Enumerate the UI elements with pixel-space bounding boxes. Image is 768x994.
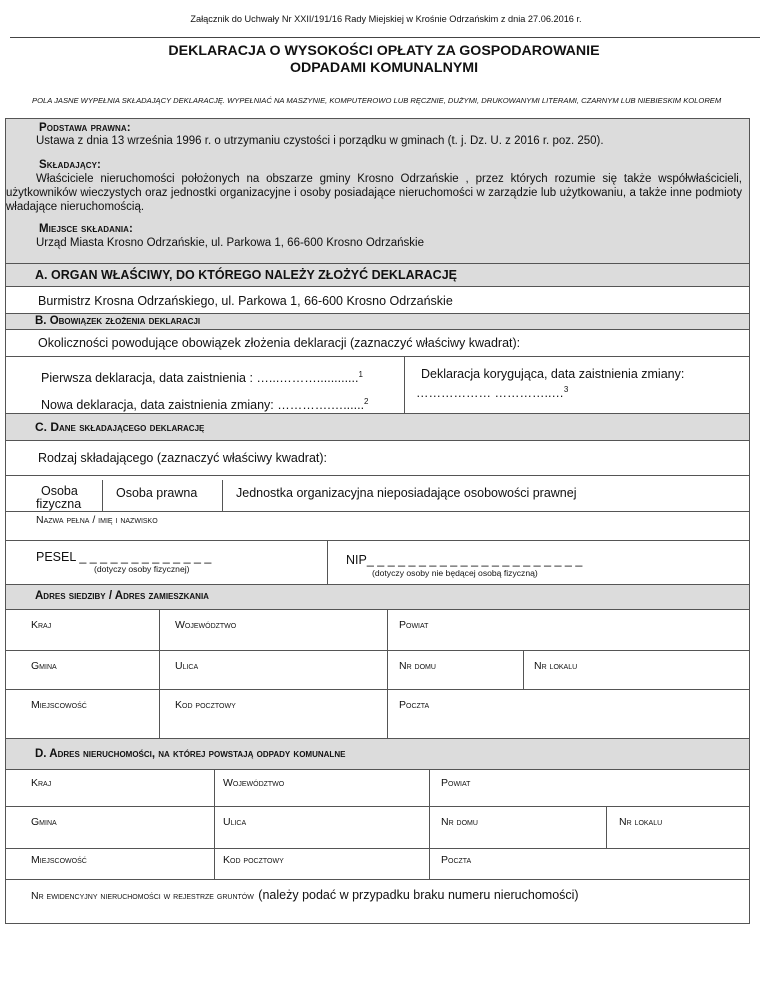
section-a-header [5, 263, 750, 287]
d-flat-no-label: Nr lokalu [619, 816, 663, 828]
d-register-field[interactable] [5, 879, 750, 924]
header-divider [10, 37, 760, 38]
section-b-prompt-row [5, 329, 750, 357]
d-voivodeship-label: Województwo [223, 777, 285, 789]
option-correction-label: Deklaracja korygująca, data zaistnienia zmiany: [421, 367, 685, 381]
d-postcode-label: Kod pocztowy [223, 854, 284, 866]
d-commune-field[interactable] [5, 806, 215, 849]
d-register-label: Nr ewidencyjny nieruchomości w rejestrze gruntów [31, 890, 254, 902]
section-c-prompt-row [5, 440, 750, 476]
nip-field[interactable] [327, 540, 750, 585]
d-city-field[interactable] [5, 848, 215, 880]
option-first-label: Pierwsza deklaracja, data zaistnienia : …...………............ [41, 371, 359, 386]
c-city-field[interactable] [5, 689, 160, 739]
section-c-header [5, 413, 750, 441]
d-street-label: Ulica [223, 816, 247, 828]
d-flat-no-field[interactable] [606, 806, 750, 849]
submitter-label: Składający: [39, 159, 101, 171]
c-country-field[interactable] [5, 609, 160, 651]
legal-basis-text: Ustawa z dnia 13 września 1996 r. o utrzymaniu czystości i porządku w gminach (t. j. Dz. U. z 2016 r. poz. 250). [36, 135, 604, 147]
section-b-options-right [404, 356, 750, 414]
d-commune-label: Gmina [31, 816, 57, 828]
correction-date-dots: ……………… …………..… [416, 386, 564, 401]
c-country-label: Kraj [31, 619, 52, 631]
d-city-label: Miejscowość [31, 854, 87, 866]
c-city-label: Miejscowość [31, 699, 87, 711]
c-post-field[interactable] [387, 689, 750, 739]
section-b-title: B. Obowiązek złożenia deklaracji [35, 315, 201, 327]
header-note: Załącznik do Uchwały Nr XXII/191/16 Rady Miejskiej w Krośnie Odrzańskim z dnia 27.06.2016 r. [190, 14, 582, 24]
c-commune-label: Gmina [31, 660, 57, 672]
footnote-1: 1 [358, 370, 363, 379]
address-header [5, 584, 750, 610]
address-title: Adres siedziby / Adres zamieszkania [35, 590, 209, 602]
nip-dashes: _ _ _ _ _ _ _ _ _ _ _ _ _ _ _ _ _ _ _ _ _ [366, 553, 583, 567]
section-c-title: C. Dane składającego deklarację [35, 420, 205, 434]
c-commune-field[interactable] [5, 650, 160, 690]
nip-line [346, 553, 582, 568]
c-house-no-label: Nr domu [399, 660, 436, 672]
option-correction-date [416, 382, 568, 401]
place-label: Miejsce składania: [39, 223, 133, 235]
pesel-line [36, 550, 211, 565]
d-post-field[interactable] [429, 848, 750, 880]
page-title [0, 43, 768, 77]
type-natural-label-1: Osoba [41, 484, 78, 498]
submitter-type-row [5, 475, 750, 526]
d-register-note: (należy podać w przypadku braku numeru nieruchomości) [258, 888, 579, 902]
d-house-no-field[interactable] [429, 806, 607, 849]
fill-instructions: POLA JASNE WYPEŁNIA SKŁADAJĄCY DEKLARACJĘ. WYPEŁNIAĆ NA MASZYNIE, KOMPUTEROWO LUB RĘCZNIE, DUŻYMI, DRUKOWANYMI LITERAMI, CZARNYM LUB NIEBIESKIM KOLOREM [32, 96, 722, 105]
c-county-label: Powiat [399, 619, 429, 631]
c-county-field[interactable] [387, 609, 750, 651]
footnote-2: 2 [364, 397, 369, 406]
pesel-field[interactable] [5, 540, 328, 585]
option-new-label: Nowa deklaracja, data zaistnienia zmiany: ………….…...... [41, 398, 365, 413]
section-d-header [5, 738, 750, 770]
d-country-label: Kraj [31, 777, 52, 789]
c-street-label: Ulica [175, 660, 199, 672]
type-legal-label: Osoba prawna [116, 486, 198, 500]
type-natural-label-2: fizyczna [36, 497, 82, 511]
d-county-field[interactable] [429, 769, 750, 807]
pesel-label: PESEL [36, 550, 76, 564]
type-legal-person[interactable] [111, 486, 197, 501]
title-line-2: ODPADAMI KOMUNALNYMI [289, 60, 479, 76]
d-street-field[interactable] [214, 806, 430, 849]
option-new-declaration[interactable] [36, 394, 369, 413]
full-name-field[interactable] [5, 511, 750, 541]
type-divider [102, 480, 103, 512]
section-b-options-left [5, 356, 405, 414]
option-correction[interactable] [416, 367, 684, 382]
footnote-3: 3 [563, 385, 569, 394]
c-flat-no-field[interactable] [523, 650, 750, 690]
c-postcode-field[interactable] [159, 689, 388, 739]
place-text: Urząd Miasta Krosno Odrzańskie, ul. Parkowa 1, 66-600 Krosno Odrzańskie [36, 237, 424, 249]
c-house-no-field[interactable] [387, 650, 524, 690]
d-post-label: Poczta [441, 854, 472, 866]
section-d-title: D. Adres nieruchomości, na której powstają odpady komunalne [35, 748, 346, 760]
submitter-text: Właściciele nieruchomości położonych na obszarze gminy Krosno Odrzańskie , przez których rozumie się także współwłaścicieli, użytkowników wieczystych oraz jednostki organizacyjne i osoby posiadające nieruchomości w zarządzie lub użytkowaniu, a także inne podmioty władające nieruchomością. [6, 173, 742, 213]
pesel-dashes: _ _ _ _ _ _ _ _ _ _ _ _ _ [79, 550, 212, 564]
section-b-header [5, 313, 750, 330]
d-postcode-field[interactable] [214, 848, 430, 880]
d-register-line [31, 886, 579, 904]
title-line-1: DEKLARACJA O WYSOKOŚCI OPŁATY ZA GOSPODAROWANIE [168, 43, 600, 59]
legal-basis-label: Podstawa prawna: [39, 122, 131, 134]
type-divider [222, 480, 223, 512]
full-name-label: Nazwa pełna / imię i nazwisko [36, 514, 158, 526]
nip-label: NIP [346, 553, 367, 567]
pesel-note: (dotyczy osoby fizycznej) [94, 564, 190, 574]
c-voivodeship-field[interactable] [159, 609, 388, 651]
nip-note: (dotyczy osoby nie będącej osobą fizyczną) [372, 568, 538, 578]
info-block [5, 118, 750, 264]
section-a-field[interactable] [5, 286, 750, 314]
d-county-label: Powiat [441, 777, 471, 789]
d-house-no-label: Nr domu [441, 816, 478, 828]
type-org-unit[interactable] [231, 486, 577, 501]
d-country-field[interactable] [5, 769, 215, 807]
c-voivodeship-label: Województwo [175, 619, 237, 631]
type-org-unit-label: Jednostka organizacyjna nieposiadające osobowości prawnej [236, 486, 577, 500]
c-postcode-label: Kod pocztowy [175, 699, 236, 711]
c-flat-no-label: Nr lokalu [534, 660, 578, 672]
type-natural-person[interactable] [36, 485, 81, 511]
section-b-prompt: Okoliczności powodujące obowiązek złożenia deklaracji (zaznaczyć właściwy kwadrat): [38, 336, 521, 350]
competent-authority: Burmistrz Krosna Odrzańskiego, ul. Parkowa 1, 66-600 Krosno Odrzańskie [38, 294, 453, 308]
c-post-label: Poczta [399, 699, 430, 711]
option-first-declaration[interactable] [36, 367, 363, 386]
d-voivodeship-field[interactable] [214, 769, 430, 807]
section-c-prompt: Rodzaj składającego (zaznaczyć właściwy kwadrat): [38, 451, 328, 465]
c-street-field[interactable] [159, 650, 388, 690]
section-a-title: A. ORGAN WŁAŚCIWY, DO KTÓREGO NALEŻY ZŁOŻYĆ DEKLARACJĘ [35, 268, 457, 282]
